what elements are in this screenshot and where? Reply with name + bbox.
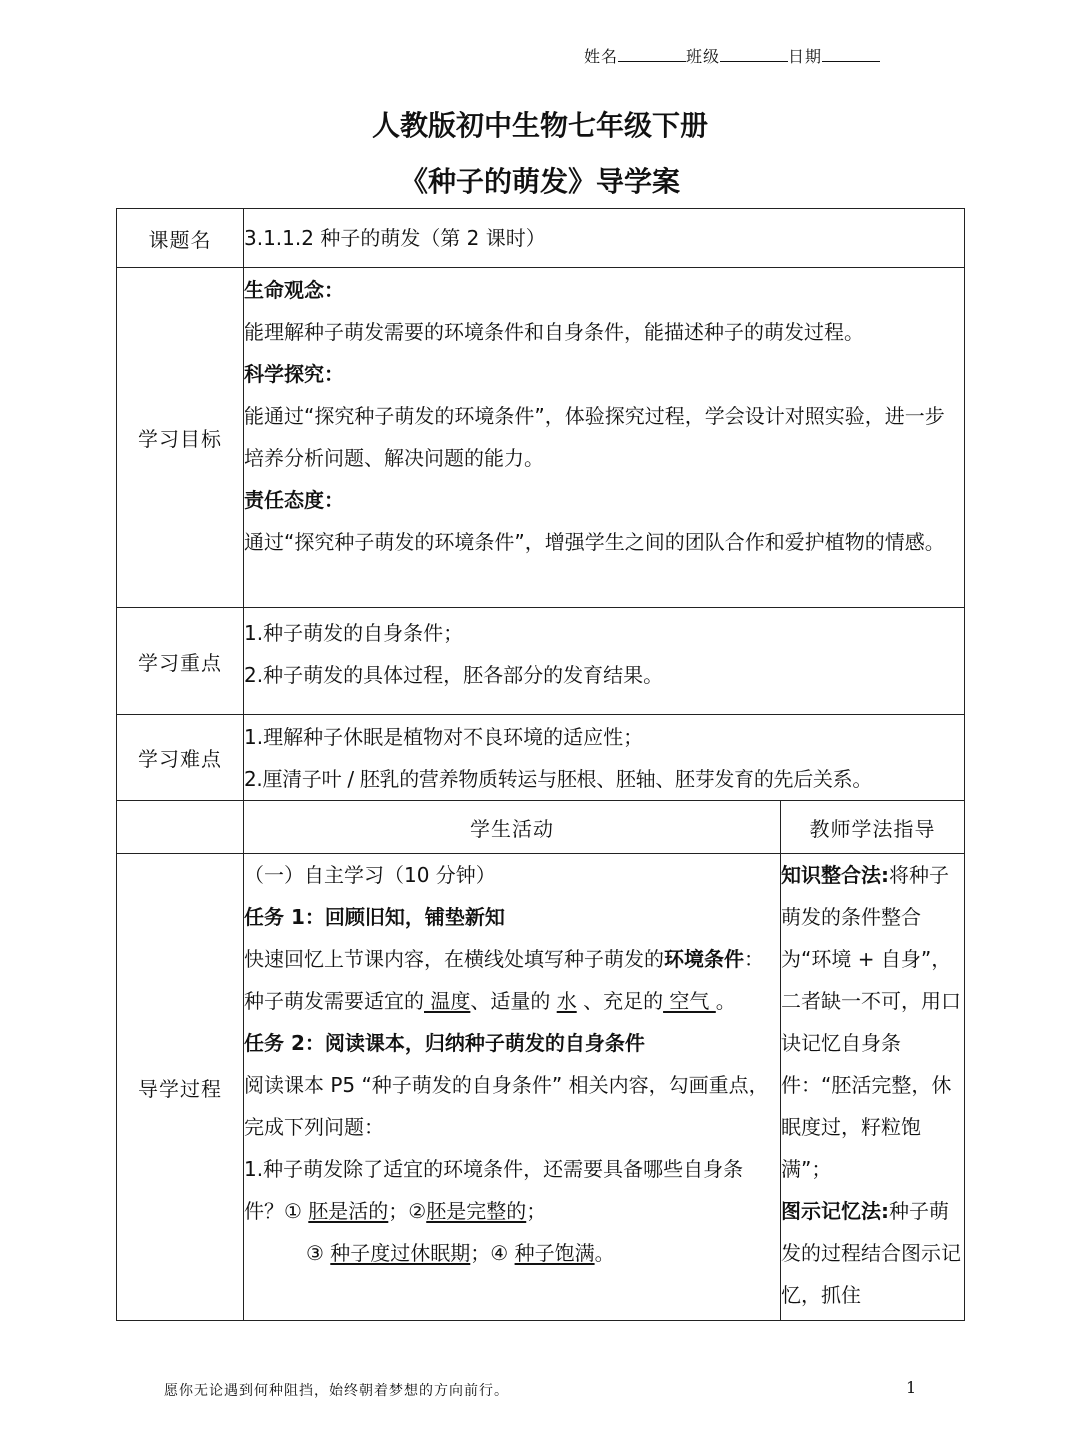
question-1-mark-1: ① xyxy=(284,1199,309,1223)
goal-heading: 生命观念： xyxy=(244,278,344,302)
task1-text-d: 、充足的 xyxy=(576,989,664,1013)
key-point-item: 2.种子萌发的具体过程，胚各部分的发育结果。 xyxy=(244,663,664,687)
row-difficulties xyxy=(117,715,965,801)
difficulty-item: 1.理解种子休眠是植物对不良环境的适应性； xyxy=(244,724,644,749)
answer-temperature: 温度 xyxy=(424,989,471,1013)
goals-label: 学习目标 xyxy=(117,268,244,608)
name-label: 姓名 xyxy=(584,47,619,66)
question-1-text: 1.种子萌发除了适宜的环境条件，还需要具备哪些自身条件？ xyxy=(244,1157,744,1223)
answer-water: 水 xyxy=(556,989,577,1013)
key-point-item: 1.种子萌发的自身条件； xyxy=(244,621,464,645)
task1-end: 。 xyxy=(715,989,736,1013)
process-label: 导学过程 xyxy=(117,854,244,1321)
task1-paragraph xyxy=(244,938,780,1022)
question-1-sep-2: ； xyxy=(526,1199,547,1223)
answer-embryo-complete: 胚是完整的 xyxy=(426,1199,527,1223)
goal-text: 能通过“探究种子萌发的环境条件”，体验探究过程，学会设计对照实验，进一步培养分析问题、解决问题的能力。 xyxy=(244,404,945,470)
name-blank[interactable] xyxy=(618,47,686,62)
question-1 xyxy=(244,1148,780,1232)
goal-heading: 科学探究： xyxy=(244,362,344,386)
row-key-points xyxy=(117,608,965,715)
row-column-headers xyxy=(117,801,965,854)
difficulty-item: 2.厘清子叶 / 胚乳的营养物质转运与胚根、胚轴、胚芽发育的先后关系。 xyxy=(244,766,873,791)
student-activity-content xyxy=(244,854,781,1321)
key-points-content xyxy=(244,608,965,715)
section-heading: （一）自主学习（10 分钟） xyxy=(244,863,496,887)
empty-header-cell xyxy=(117,801,244,854)
goal-heading: 责任态度： xyxy=(244,488,344,512)
task1-text-b: ：种子萌发需要适宜的 xyxy=(244,947,764,1013)
row-topic xyxy=(117,209,965,268)
question-1-mark-3: ③ xyxy=(306,1241,331,1265)
task2-text: 阅读课本 P5 “种子萌发的自身条件” 相关内容，勾画重点，完成下列问题： xyxy=(244,1073,769,1139)
question-1-continued xyxy=(244,1232,780,1274)
teacher-guide-header: 教师学法指导 xyxy=(781,801,965,854)
task1-title: 任务 1：回顾旧知，铺垫新知 xyxy=(244,905,505,929)
task1-text-c: 、适量的 xyxy=(470,989,557,1013)
guide-method-2-heading: 图示记忆法: xyxy=(781,1199,889,1223)
lesson-plan-table xyxy=(116,208,965,1321)
difficulties-label: 学习难点 xyxy=(117,715,244,801)
document-subtitle: 《种子的萌发》导学案 xyxy=(399,165,680,198)
goal-text: 通过“探究种子萌发的环境条件”，增强学生之间的团队合作和爱护植物的情感。 xyxy=(244,530,945,554)
question-1-sep-1: ；② xyxy=(388,1199,427,1223)
task2-title: 任务 2：阅读课本，归纳种子萌发的自身条件 xyxy=(244,1031,645,1055)
task1-bold: 环境条件 xyxy=(664,947,744,971)
answer-plump-seed: 种子饱满 xyxy=(514,1241,595,1265)
topic-label: 课题名 xyxy=(117,209,244,268)
question-1-sep-3: ；④ xyxy=(470,1241,515,1265)
topic-value: 3.1.1.2 种子的萌发（第 2 课时） xyxy=(244,209,965,268)
date-blank[interactable] xyxy=(822,47,880,62)
guide-method-1-text: 将种子萌发的条件整合为“环境 + 自身”，二者缺一不可，用口诀记忆自身条件：“胚活完整，休眠度过，籽粒饱满”； xyxy=(781,863,961,1181)
answer-dormancy: 种子度过休眠期 xyxy=(330,1241,471,1265)
question-1-end: 。 xyxy=(594,1241,615,1265)
student-activity-header: 学生活动 xyxy=(244,801,781,854)
row-process xyxy=(117,854,965,1321)
guide-method-2-text: 种子萌发的过程结合图示记忆，抓住 xyxy=(781,1199,961,1307)
answer-air: 空气 xyxy=(663,989,716,1013)
difficulties-content xyxy=(244,715,965,801)
class-blank[interactable] xyxy=(720,47,788,62)
page-number: 1 xyxy=(906,1378,917,1397)
teacher-guide-content xyxy=(781,854,965,1321)
goals-content xyxy=(244,268,965,608)
key-points-label: 学习重点 xyxy=(117,608,244,715)
row-goals xyxy=(117,268,965,608)
task1-text-a: 快速回忆上节课内容，在横线处填写种子萌发的 xyxy=(244,947,664,971)
footer-motto: 愿你无论遇到何种阻挡，始终朝着梦想的方向前行。 xyxy=(164,1383,509,1399)
goal-text: 能理解种子萌发需要的环境条件和自身条件，能描述种子的萌发过程。 xyxy=(244,320,864,344)
answer-embryo-alive: 胚是活的 xyxy=(308,1199,389,1223)
document-title: 人教版初中生物七年级下册 xyxy=(371,109,708,142)
date-label: 日期 xyxy=(788,47,823,66)
student-info-line xyxy=(584,44,880,67)
class-label: 班级 xyxy=(686,47,721,66)
guide-method-1-heading: 知识整合法: xyxy=(781,863,889,887)
